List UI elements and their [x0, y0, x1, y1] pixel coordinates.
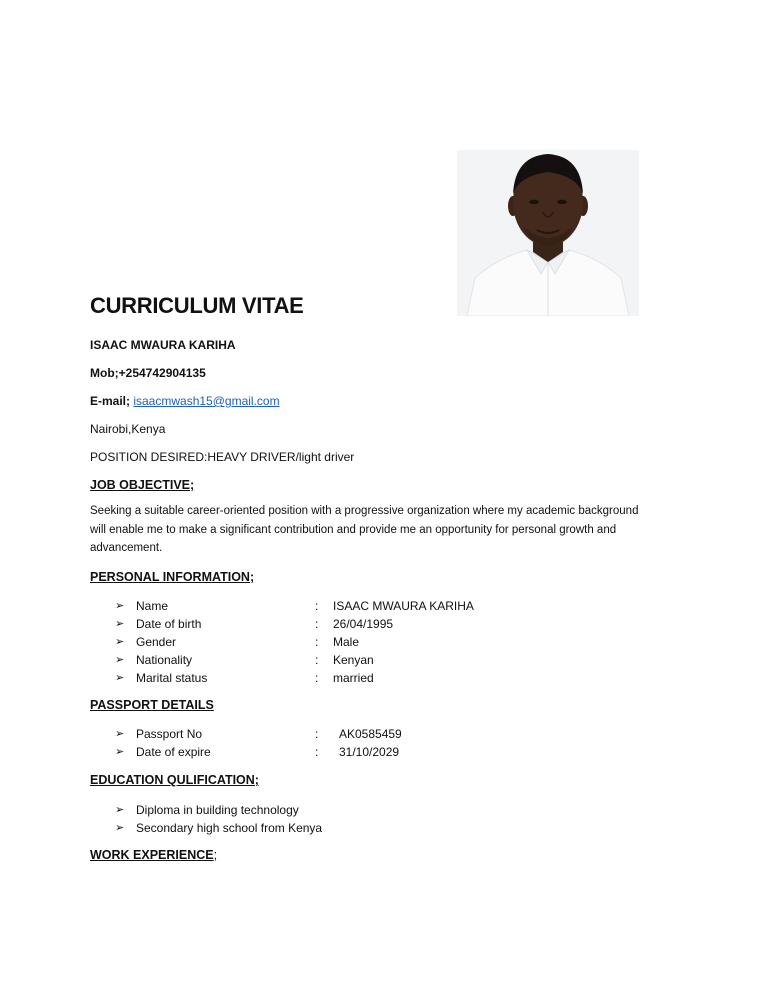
personal-info-row [115, 669, 655, 687]
row-value: 26/04/1995 [333, 617, 394, 631]
position-desired: POSITION DESIRED:HEAVY DRIVER/light driver [90, 450, 355, 464]
education-item: Secondary high school from Kenya [136, 821, 323, 835]
row-value: married [333, 671, 374, 685]
email-line [90, 393, 280, 409]
row-colon: : [315, 617, 319, 631]
passport-heading: PASSPORT DETAILS [90, 698, 214, 712]
row-colon: : [315, 727, 319, 741]
job-objective-text: Seeking a suitable career-oriented position with a progressive organization where my academic background will enable me to make a significant contribution and provide me an opportunity for personal growth and advancement. [90, 505, 639, 554]
row-value: Male [333, 635, 360, 649]
mobile-number: Mob;+254742904135 [90, 366, 206, 380]
work-experience-title: WORK EXPERIENCE [90, 848, 214, 862]
row-label: Date of expire [136, 745, 211, 759]
email-link[interactable]: isaacmwash15@gmail.com [133, 394, 280, 408]
row-label: Name [136, 599, 169, 613]
row-label: Date of birth [136, 617, 202, 631]
job-objective-heading: JOB OBJECTIVE; [90, 478, 195, 492]
row-value: Kenyan [333, 653, 374, 667]
row-colon: : [315, 653, 319, 667]
education-heading: EDUCATION QULIFICATION; [90, 773, 259, 787]
list-item [115, 801, 655, 819]
personal-info-row [115, 597, 655, 615]
row-colon: : [315, 599, 319, 613]
row-value: 31/10/2029 [339, 745, 400, 759]
profile-photo [457, 150, 639, 316]
arrow-bullet-icon: ➢ [115, 822, 125, 834]
education-list [115, 801, 655, 837]
passport-list [115, 725, 655, 761]
row-colon: : [315, 635, 319, 649]
personal-info-row [115, 633, 655, 651]
row-value: AK0585459 [339, 727, 402, 741]
arrow-bullet-icon: ➢ [115, 618, 125, 630]
list-item [115, 819, 655, 837]
personal-info-row [115, 651, 655, 669]
full-name: ISAAC MWAURA KARIHA [90, 338, 236, 352]
arrow-bullet-icon: ➢ [115, 600, 125, 612]
personal-info-list [115, 597, 655, 687]
arrow-bullet-icon: ➢ [115, 728, 125, 740]
arrow-bullet-icon: ➢ [115, 804, 125, 816]
row-label: Gender [136, 635, 177, 649]
email-label: E-mail; [90, 394, 134, 408]
document-title: CURRICULUM VITAE [90, 293, 304, 318]
row-colon: : [315, 671, 319, 685]
education-item: Diploma in building technology [136, 803, 299, 817]
row-value: ISAAC MWAURA KARIHA [333, 599, 474, 613]
work-experience-suffix: ; [213, 848, 218, 862]
location: Nairobi,Kenya [90, 422, 166, 436]
passport-row [115, 725, 655, 743]
passport-row [115, 743, 655, 761]
personal-info-row [115, 615, 655, 633]
personal-info-heading: PERSONAL INFORMATION; [90, 570, 255, 584]
row-label: Marital status [136, 671, 208, 685]
arrow-bullet-icon: ➢ [115, 746, 125, 758]
row-colon: : [315, 745, 319, 759]
row-label: Passport No [136, 727, 203, 741]
arrow-bullet-icon: ➢ [115, 636, 125, 648]
row-label: Nationality [136, 653, 193, 667]
work-experience-heading [90, 848, 217, 862]
arrow-bullet-icon: ➢ [115, 654, 125, 666]
arrow-bullet-icon: ➢ [115, 672, 125, 684]
